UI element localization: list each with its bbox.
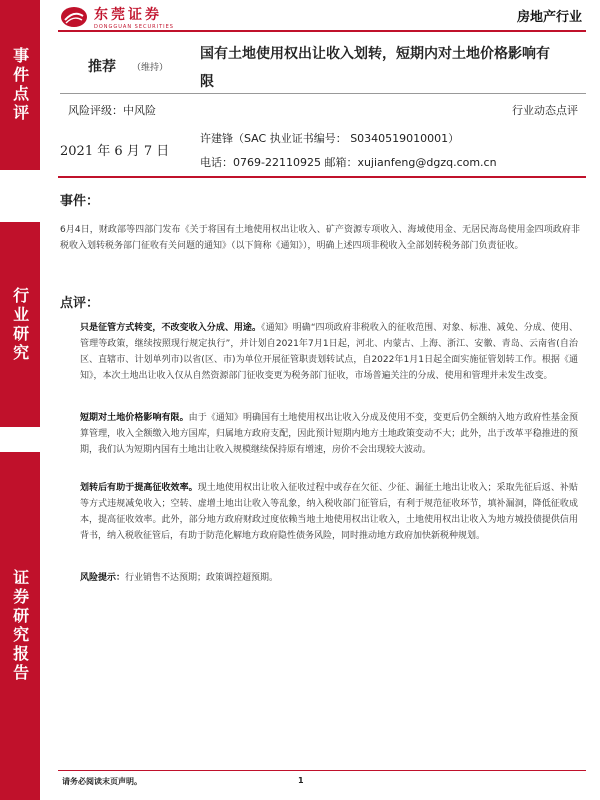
comment-item-3	[80, 480, 578, 544]
report-title: 国有土地使用权出让收入划转，短期内对土地价格影响有限	[200, 46, 550, 90]
rating-sub: （维持）	[132, 63, 169, 73]
comment-lead-1: 只是征管方式转变，不改变收入分成、用途。	[80, 323, 262, 333]
rating-label: 推荐	[88, 59, 116, 75]
left-sidebar	[0, 0, 40, 800]
comment-heading: 点评：	[60, 296, 100, 311]
top-divider	[58, 30, 586, 32]
footer-disclaimer-note: 请务必阅读末页声明。	[62, 777, 142, 786]
event-text: 6月4日，财政部等四部门发布《关于将国有土地使用权出让收入、矿产资源专项收入、海域使用金、无居民海岛使用金四项政府非税收入划转税务部门征收有关问题的通知》（以下简称《通知》），明确上述四项非税收入全部划转税务部门负责征收。	[60, 225, 580, 251]
footer-divider	[58, 770, 586, 771]
sidebar-label-event-review: 事件点评	[10, 47, 30, 123]
industry-tag: 房地产行业	[516, 10, 582, 25]
comment-text-2: 由于《通知》明确国有土地使用权出让收入分成及使用不变，变更后仍全额纳入地方政府性基金预算管理，收入全额缴入地方国库，归属地方政府支配，因此预计短期内地方土地政策变动不大；此外，出于改革平稳推进的预期，我们认为短期内国有土地出让收入规模继续保持原有增速，房价不会出现较大波动。	[80, 413, 578, 455]
logo-name-cn: 东莞证券	[94, 7, 162, 23]
risk-level: 风险评级：中风险	[68, 104, 156, 117]
sidebar-label-securities-report: 证券研究报告	[10, 569, 30, 683]
sidebar-block-securities-report	[0, 452, 40, 800]
comment-item-2	[80, 410, 578, 458]
comment-item-risk	[80, 570, 578, 586]
page-number: 1	[298, 776, 304, 785]
sidebar-label-industry-research: 行业研究	[10, 286, 30, 363]
rating-box	[60, 40, 190, 90]
middle-divider	[60, 93, 586, 94]
logo-name-en: DONGGUAN SECURITIES	[94, 24, 174, 30]
header-bottom-divider	[58, 176, 586, 178]
comment-lead-2: 短期对土地价格影响有限。	[80, 413, 189, 423]
analyst-info: 许建锋（SAC 执业证书编号： S0340519010001）	[200, 132, 460, 145]
sidebar-block-event-review	[0, 0, 40, 170]
report-date: 2021 年 6 月 7 日	[60, 144, 170, 159]
company-logo	[60, 4, 174, 30]
report-type: 行业动态点评	[512, 104, 578, 117]
sidebar-block-industry-research	[0, 222, 40, 427]
comment-item-1	[80, 320, 578, 384]
logo-mark-icon	[60, 6, 88, 28]
comment-lead-3: 划转后有助于提高征收效率。	[80, 483, 198, 493]
event-heading: 事件：	[60, 194, 100, 209]
comment-lead-risk: 风险提示：	[80, 573, 126, 583]
comment-text-3: 现土地使用权出让收入征收过程中或存在欠征、少征、漏征土地出让收入；采取先征后返、补贴等方式违规减免收入；空转、虚增土地出让收入等乱象，纳入税收部门征管后，有利于规范征收环节，填补漏洞，降低征收成本，提高征收效率。此外，部分地方政府财政过度依赖当地土地使用权出让收入，土地使用权出让收入为地方城投债提供信用背书，纳入税收征管后，有助于防范化解地方政府隐性债务风险，同时推动地方政府加快新税种规划。	[80, 483, 578, 541]
analyst-contact: 电话：0769-22110925 邮箱：xujianfeng@dgzq.com.cn	[200, 156, 497, 169]
comment-text-1: 《通知》明确“四项政府非税收入的征收范围、对象、标准、减免、分成、使用、管理等政策，继续按照现行规定执行”，并计划自2021年7月1日起，河北、内蒙古、上海、浙江、安徽、青岛、云南省(自治区、直辖市、计划单列市)以省(区、市)为单位开展征管职责划转试点，自2022年1月1日起全面实施征管划转工作。根据《通知》，本次土地出让收入仅从自然资源部门征收变更为税务部门征收，市场普遍关注的分成、使用和管理并未发生改变。	[80, 323, 578, 381]
comment-text-risk: 行业销售不达预期；政策调控超预期。	[125, 573, 279, 583]
